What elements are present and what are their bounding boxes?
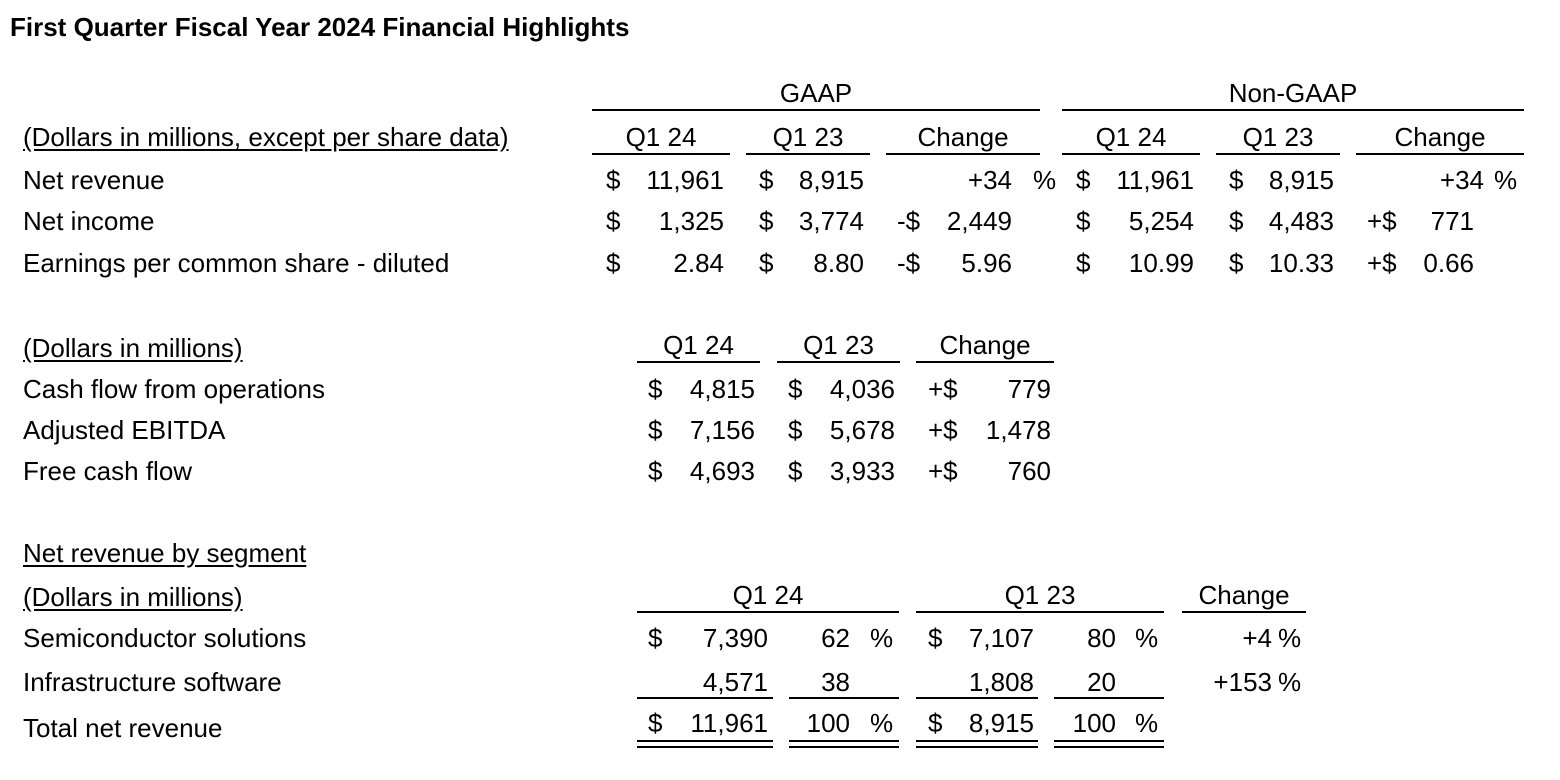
currency-sign: $ [1229,165,1244,195]
subtotal-rule [1054,697,1164,699]
currency-sign: $ [1076,165,1091,195]
change-currency: -$ [897,206,921,236]
units-note: (Dollars in millions, except per share data) [23,122,509,152]
nongaap-q123-value: 8,915 [1268,165,1334,195]
col-header-change: Change [939,330,1031,360]
header-rule [886,153,1040,155]
change-currency: +$ [928,374,958,404]
units-note: (Dollars in millions) [23,582,243,612]
row-label: Cash flow from operations [23,374,326,404]
currency-sign: $ [788,374,803,404]
row-label: Infrastructure software [23,667,282,697]
col-header-nongaap-change: Change [1394,122,1486,152]
col-header-nongaap-q124: Q1 24 [1095,122,1167,152]
q123-percent: 100 [1072,708,1116,738]
col-header-q123: Q1 23 [1004,580,1076,610]
percent-sign: % [1135,708,1159,738]
currency-sign: $ [648,415,663,445]
change-value: 779 [1007,374,1051,404]
header-rule [1356,153,1524,155]
currency-sign: $ [1076,206,1091,236]
gaap-change-value: +34 [967,165,1012,195]
nongaap-q124-value: 10.99 [1128,248,1194,278]
header-rule [777,361,900,363]
gaap-group-header: GAAP [779,78,853,108]
col-header-q124: Q1 24 [663,330,734,360]
nongaap-q124-value: 11,961 [1116,165,1194,195]
percent-sign: % [1135,623,1159,653]
nongaap-group-header: Non-GAAP [1228,78,1358,108]
currency-sign: $ [648,374,663,404]
gaap-q124-value: 2.84 [673,248,724,278]
q123-value: 7,107 [968,623,1034,653]
subtotal-rule [789,697,899,699]
q123-percent: 80 [1087,623,1116,653]
currency-sign: $ [606,206,621,236]
currency-sign: $ [648,456,663,486]
col-header-change: Change [1198,580,1290,610]
percent-sign: % [1033,165,1057,195]
currency-sign: $ [1076,248,1091,278]
q124-percent: 38 [821,667,850,697]
subtotal-rule [916,697,1038,699]
total-double-rule [1054,740,1164,748]
currency-sign: $ [1229,248,1244,278]
percent-sign: % [1494,165,1518,195]
subtotal-rule [637,697,773,699]
currency-sign: $ [928,708,943,738]
currency-sign: $ [928,623,943,653]
nongaap-q124-value: 5,254 [1128,206,1194,236]
percent-sign: % [1278,667,1302,697]
percent-sign: % [1278,623,1302,653]
q124-value: 4,815 [689,374,755,404]
change-currency: +$ [1367,206,1397,236]
header-rule [916,361,1054,363]
total-double-rule [789,740,899,748]
col-header-gaap-q123: Q1 23 [772,122,844,152]
currency-sign: $ [1229,206,1244,236]
row-label: Net revenue [23,165,165,195]
nongaap-change-value: 771 [1430,206,1474,236]
q124-percent: 100 [806,708,850,738]
col-header-q124: Q1 24 [732,580,804,610]
col-header-gaap-q124: Q1 24 [625,122,697,152]
row-label: Total net revenue [23,713,223,743]
header-rule [916,611,1164,613]
q124-value: 7,156 [689,415,755,445]
nongaap-change-value: 0.66 [1423,248,1474,278]
header-rule [1062,153,1200,155]
q123-value: 4,036 [829,374,895,404]
units-note: (Dollars in millions) [23,333,243,363]
gaap-q123-value: 8,915 [798,165,864,195]
change-value: +4 [1242,623,1272,653]
row-label: Net income [23,206,155,236]
q124-value: 11,961 [690,708,768,738]
currency-sign: $ [788,456,803,486]
currency-sign: $ [606,248,621,278]
q123-percent: 20 [1087,667,1116,697]
change-currency: +$ [928,415,958,445]
total-double-rule [916,740,1038,748]
nongaap-q123-value: 10.33 [1268,248,1334,278]
percent-sign: % [870,623,894,653]
nongaap-q123-value: 4,483 [1268,206,1334,236]
q124-percent: 62 [821,623,850,653]
page-title: First Quarter Fiscal Year 2024 Financial Highlights [10,12,630,42]
change-currency: +$ [1367,248,1397,278]
q124-value: 7,390 [702,623,768,653]
gaap-q124-value: 11,961 [646,165,724,195]
header-rule [637,611,899,613]
currency-sign: $ [606,165,621,195]
gaap-change-value: 2,449 [946,206,1012,236]
gaap-group-rule [592,109,1040,111]
currency-sign: $ [759,165,774,195]
total-double-rule [637,740,773,748]
change-value: 760 [1007,456,1051,486]
currency-sign: $ [759,206,774,236]
header-rule [592,153,730,155]
currency-sign: $ [759,248,774,278]
header-rule [1182,611,1306,613]
nongaap-group-rule [1062,109,1524,111]
q123-value: 5,678 [829,415,895,445]
row-label: Semiconductor solutions [23,623,307,653]
col-header-nongaap-q123: Q1 23 [1242,122,1314,152]
nongaap-change-value: +34 [1439,165,1484,195]
row-label: Earnings per common share - diluted [23,248,450,278]
change-currency: -$ [897,248,921,278]
header-rule [1216,153,1340,155]
row-label: Adjusted EBITDA [23,415,226,445]
gaap-q123-value: 8.80 [813,248,864,278]
q123-value: 1,808 [968,667,1034,697]
q124-value: 4,571 [702,667,768,697]
row-label: Free cash flow [23,456,193,486]
percent-sign: % [870,708,894,738]
currency-sign: $ [648,708,663,738]
section-heading: Net revenue by segment [23,538,307,568]
gaap-change-value: 5.96 [961,248,1012,278]
header-rule [746,153,870,155]
change-value: 1,478 [985,415,1051,445]
change-value: +153 [1213,667,1272,697]
q123-value: 3,933 [829,456,895,486]
currency-sign: $ [788,415,803,445]
header-rule [637,361,760,363]
currency-sign: $ [648,623,663,653]
change-currency: +$ [928,456,958,486]
q123-value: 8,915 [968,708,1034,738]
col-header-gaap-change: Change [917,122,1009,152]
q124-value: 4,693 [689,456,755,486]
gaap-q123-value: 3,774 [798,206,864,236]
gaap-q124-value: 1,325 [658,206,724,236]
col-header-q123: Q1 23 [803,330,874,360]
